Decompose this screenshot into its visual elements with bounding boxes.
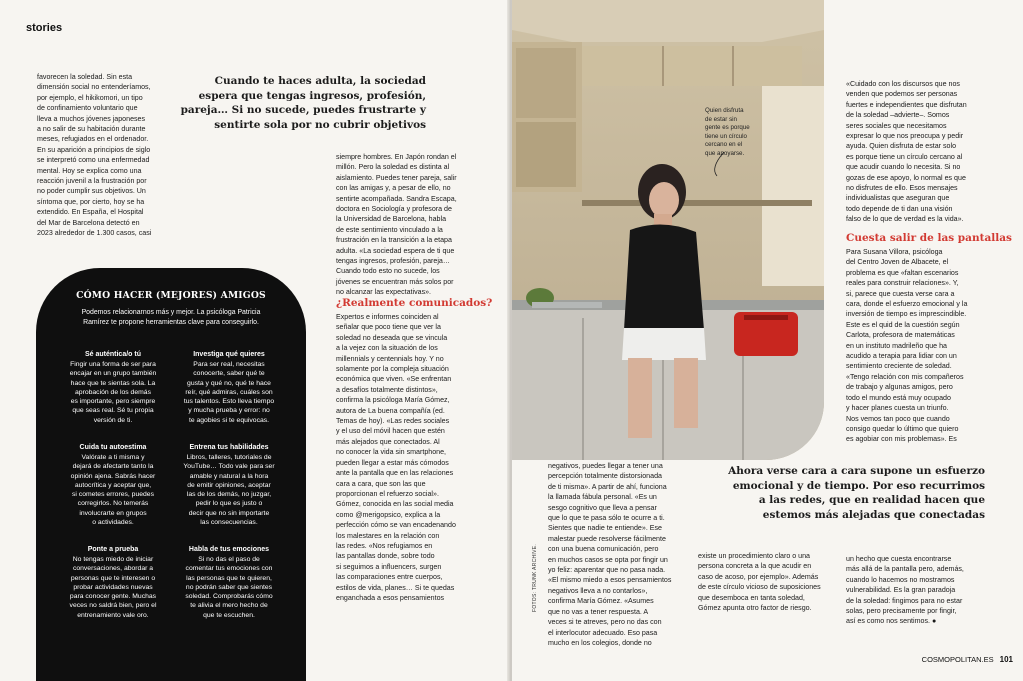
- tip-train-skills: [170, 443, 288, 527]
- body-column-3: Expertos e informes coinciden al señalar que poco tiene que ver la soledad no deseada que se vincula a la vejez con la situación de los millennials y centennials hoy. Y no solamente por la compleja situación económica que viven. «Se enfrentan a desafíos totalmente distintos», confirma la psicóloga María Gómez, autora de La buena compañía (ed. Temas de hoy). «Las redes sociales y el uso del móvil hacen que estén más alejados que conectados. Al no conocer la vida sin smartphone, pueden llegar a estar más cómodos ante la pantalla que en las relaciones cara a cara, que son las que proporcionan el refuerzo social». Gómez, conocida en las social media como @merigopsico, explica a la perfección cómo se van encadenando los malestares en la relación con las redes. «Nos refugiamos en las pantallas donde, sobre todo si seguimos a influencers, surgen las comparaciones entre cuerpos, estilos de vida, planes… Si te quedas enganchada a esos pensamientos: [336, 313, 456, 602]
- tips-box-title: CÓMO HACER (MEJORES) AMIGOS: [76, 290, 266, 301]
- body-column-bottom-3: un hecho que cuesta encontrarse más allá de la pantalla pero, además, cuando lo hacemos no mostramos vulnerabilidad. Es la gran paradoja de la soledad: fingimos para no estar solas, pero precisamente por fingir, así es como nos sentimos. ●: [846, 555, 964, 626]
- tip-body: Si no das el paso de comentar tus emociones con las personas que te quieren, no podrán saber que sientes soledad. Comprobarás cómo te alivia el mero hecho de que te escuchen.: [185, 556, 273, 619]
- body-column-bottom-2: existe un procedimiento claro o una persona concreta a la que acudir en caso de acoso, por ejemplo». Además de este círculo vicioso de suposiciones que desemboca en tanta soledad, Gómez apunta otro factor de riesgo.: [698, 552, 821, 613]
- tip-self-esteem: [54, 443, 172, 527]
- pull-quote-right: Ahora verse cara a cara supone un esfuerzo emocional y de tiempo. Por eso recurrimos a las redes, que en realidad hacen que estemos más alejadas que conectadas: [728, 465, 985, 521]
- body-column-right-mid: Para Susana Villora, psicóloga del Centro Joven de Albacete, el problema es que «faltan escenarios reales para construir relaciones». Y, si, parece que cuesta verse cara a cara, donde el esfuerzo emocional y la inversión de tiempo es imprescindible. Este es el quid de la cuestión según Carlota, profesora de matemáticas en un instituto madrileño que ha acudido a terapia para lidiar con un sentimiento creciente de soledad. «Tengo relación con mis compañeros de trabajo y algunas amigos, pero todo el mundo está muy ocupado y hacer planes cuesta un triunfo. Nos vemos tan poco que cuando consigo quedar lo último que quiero es agobiar con mis problemas». Es: [846, 248, 968, 444]
- tip-heading: Cuida tu autoestima: [79, 444, 147, 451]
- tip-body: No tengas miedo de iniciar conversaciones, abordar a personas que te interesen o probar actividades nuevas para conocer gente. Muchas veces no saldrá bien, pero el entrenamiento vale oro.: [69, 556, 157, 619]
- right-page: [512, 0, 1023, 681]
- tip-heading: Sé auténtica/o tú: [84, 351, 141, 358]
- tip-heading: Entrena tus habilidades: [189, 444, 269, 451]
- tip-investigate: [170, 350, 288, 425]
- tips-box: [36, 268, 306, 681]
- kitchen-photo: [512, 0, 824, 460]
- tip-be-authentic: [54, 350, 172, 425]
- subhead-left: ¿Realmente comunicados?: [336, 297, 493, 309]
- tip-body: Fingir una forma de ser para encajar en un grupo también hace que te sientas sola. La aprobación de los demás es importante, pero siempre que seas real. Sé tu propia versión de ti.: [69, 361, 157, 424]
- tip-body: Libros, talleres, tutoriales de YouTube… Todo vale para ser amable y natural a la hora de emitir opiniones, aceptar las de los demás, no juzgar, pedir lo que es justo o decir que no sin importarte las consecuencias.: [183, 454, 275, 527]
- body-column-right-top: «Cuidado con los discursos que nos venden que podemos ser personas fuertes e independientes que disfrutan de la soledad –advierte–. Somos seres sociales que necesitamos expresar lo que nos preocupa y pedir ayuda. Quien disfruta de estar solo es porque tiene un círculo cercano al que acudir cuando lo necesita. Si no gozas de ese apoyo, lo normal es que no disfrutes de ello. Esos mensajes individualistas que aseguran que todo depende de ti dan una visión falso de lo que de verdad es la vida».: [846, 80, 967, 224]
- tip-body: Valórate a ti misma y dejará de afectarte tanto la opinión ajena. Sabrás hacer autocrítica y aceptar que, si cometes errores, puedes corregirlos. No temerás involucrarte en grupos o actividades.: [70, 454, 156, 527]
- tip-heading: Ponte a prueba: [87, 546, 139, 553]
- left-page: [0, 0, 510, 681]
- photo-illustration: [512, 0, 824, 460]
- page-footer: [922, 655, 1013, 664]
- tip-heading: Habla de tus emociones: [188, 546, 270, 553]
- section-label: stories: [26, 22, 63, 34]
- pull-quote-left: Cuando te haces adulta, la sociedad espera que tengas ingresos, profesión, pareja… Si no sucede, puedes frustrarte y sentirte sola por no cubrir objetivos: [180, 75, 426, 131]
- page-number: 101: [999, 655, 1013, 664]
- photo-credit: FOTOS: TRUNK ARCHIVE.: [532, 543, 538, 612]
- subhead-right: Cuesta salir de las pantallas: [846, 232, 1012, 244]
- body-column-1: favorecen la soledad. Sin esta dimensión social no entenderíamos, por ejemplo, el hikikomori, un tipo de confinamiento voluntario que lleva a muchos jóvenes japoneses a no salir de su habitación durante meses, refugiados en el ordenador. En su aparición a principios de siglo se interpretó como una enfermedad mental. Hoy se explica como una reacción juvenil a la frustración por no poder cumplir sus objetivos. Un síntoma que, por cierto, hoy se ha extendido. En España, el Hospital del Mar de Barcelona detectó en 2023 alrededor de 1.300 casos, casi: [37, 73, 152, 238]
- tip-heading: Investiga qué quieres: [193, 351, 265, 358]
- body-column-2: siempre hombres. En Japón rondan el millón. Pero la soledad es distinta al aislamiento. Puedes tener pareja, salir con las amigas y, a pesar de ello, no sentirte acompañada. Sandra Escapa, doctora en Sociología y profesora de la Universidad de Barcelona, habla de este sentimiento vinculado a la frustración en la transición a la etapa adulta. «La sociedad espera de ti que tengas ingresos, profesión, pareja… Cuando todo esto no sucede, los jóvenes se encuentran más solos por no alcanzar las expectativas».: [336, 153, 457, 297]
- tip-test-yourself: [54, 545, 172, 620]
- tip-body: Para ser real, necesitas conocerte, saber qué te gusta y qué no, qué te hace reír, qué admiras, cuáles son tus talentos. Esto lleva tiempo y mucha prueba y error: no te agobies si te equivocas.: [183, 361, 275, 424]
- body-column-bottom-1: negativos, puedes llegar a tener una percepción totalmente distorsionada de ti misma». A partir de ahí, funciona la llamada fábula personal. «Es un sesgo cognitivo que lleva a pensar que lo que te pasa sólo te ocurre a ti. Sientes que nadie te entiende». Ese malestar puede resolverse fácilmente con una buena comunicación, pero en muchos casos se opta por fingir un yo feliz: aparentar que no pasa nada. «El mismo miedo a esos pensamientos negativos lleva a no contarlos», confirma María Gómez. «Asumes que no vas a tener respuesta. A veces si te atreves, pero no das con el interlocutor adecuado. Eso pasa mucho en los colegios, donde no: [548, 462, 672, 647]
- tips-box-intro: Podemos relacionarnos más y mejor. La psicóloga Patricia Ramírez te propone herramientas clave para conseguirlo.: [81, 309, 261, 326]
- photo-caption: Quien disfruta de estar sin gente es porque tiene un círculo cercano en el que apoyarse.: [705, 107, 750, 157]
- tip-talk-emotions: [170, 545, 288, 620]
- footer-site: COSMOPOLITAN.ES: [921, 655, 994, 664]
